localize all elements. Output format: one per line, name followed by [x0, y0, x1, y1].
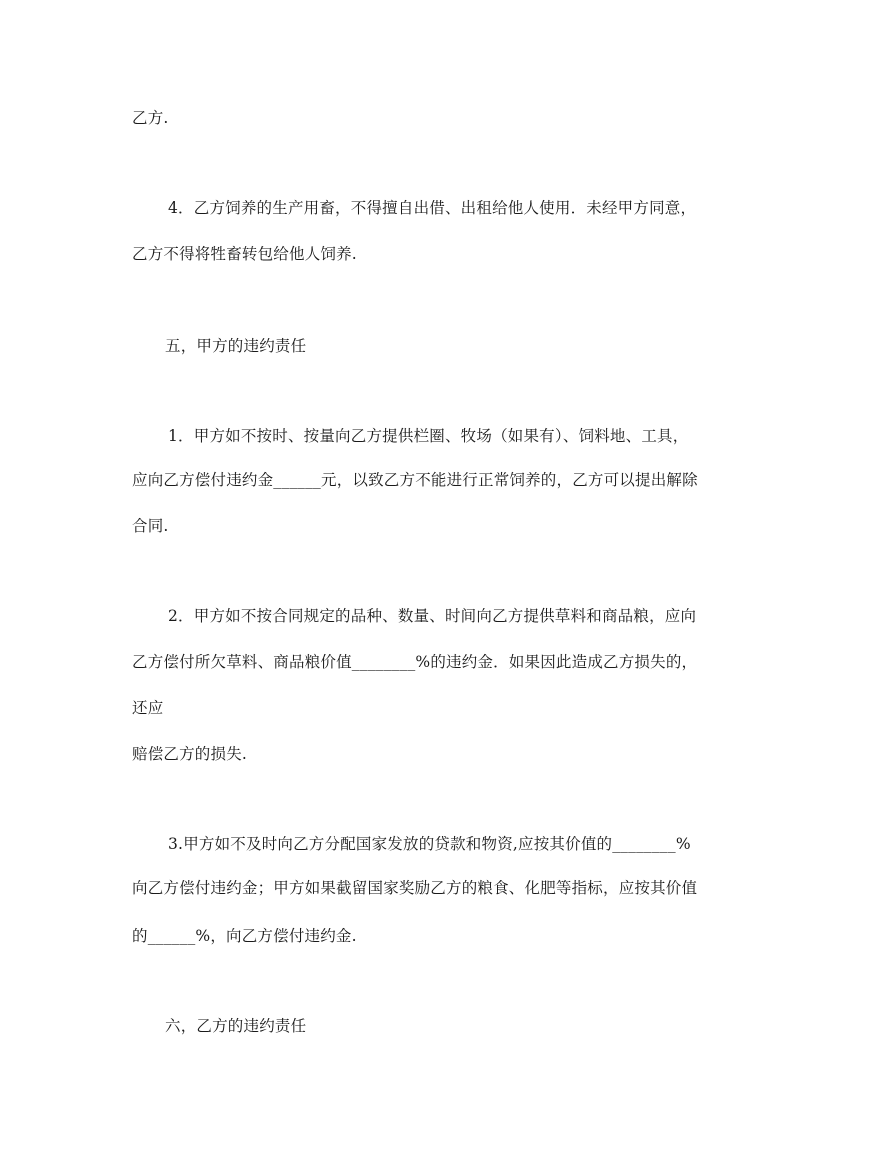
clause-3-line-3: 的______%，向乙方偿付违约金.: [132, 927, 357, 945]
clause-3-line-1: 3.甲方如不及时向乙方分配国家发放的贷款和物资,应按其价值的________%: [168, 835, 691, 853]
clause-2-line-4: 赔偿乙方的损失.: [132, 745, 248, 763]
clause-4-line-1: 4．乙方饲养的生产用畜，不得擅自出借、出租给他人使用．未经甲方同意，: [168, 199, 697, 217]
section-heading-party-a-liability: 五，甲方的违约责任: [165, 337, 307, 355]
clause-2-line-3: 还应: [132, 699, 164, 717]
clause-1-line-2: 应向乙方偿付违约金______元，以致乙方不能进行正常饲养的，乙方可以提出解除: [132, 471, 698, 489]
clause-2-line-2: 乙方偿付所欠草料、商品粮价值________%的违约金．如果因此造成乙方损失的，: [132, 653, 698, 671]
paragraph-line: 乙方.: [132, 109, 169, 127]
clause-1-line-3: 合同.: [132, 517, 169, 535]
clause-2-line-1: 2．甲方如不按合同规定的品种、数量、时间向乙方提供草料和商品粮，应向: [168, 607, 697, 625]
clause-1-line-1: 1．甲方如不按时、按量向乙方提供栏圈、牧场（如果有）、饲料地、工具，: [168, 427, 689, 445]
clause-3-line-2: 向乙方偿付违约金；甲方如果截留国家奖励乙方的粮食、化肥等指标，应按其价值: [132, 879, 698, 897]
clause-4-line-2: 乙方不得将牲畜转包给他人饲养.: [132, 245, 357, 263]
section-heading-party-b-liability: 六，乙方的违约责任: [165, 1017, 307, 1035]
